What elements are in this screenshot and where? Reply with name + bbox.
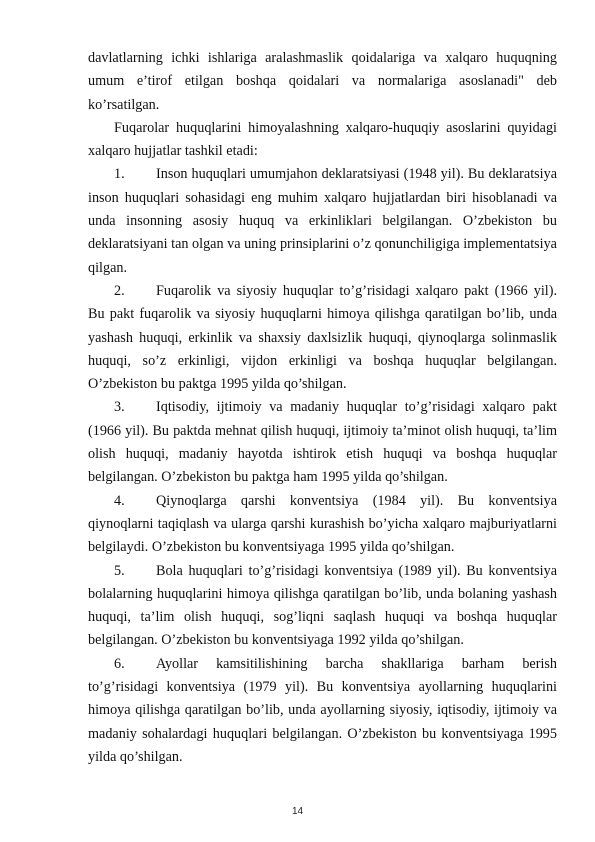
list-item-number: 6. xyxy=(114,655,125,672)
list-item-text: Fuqarolik va siyosiy huquqlar to’g’risidagi xalqaro pakt (1966 yil). Bu pakt fuqarolik va siyosiy huquqlarni himoya qilishga qaratilgan bo’lib, unda yashash huquqi, erkinlik va shaxsiy daxlsizlik huquqi, qiynoqlarga solinmaslik huquqi, so’z erkinligi, vijdon erkinligi va boshqa huquqlar belgilangan. O’zbekiston bu paktga 1995 yilda qo’shilgan. xyxy=(88,282,557,393)
list-item-text: Bola huquqlari to’g’risidagi konventsiya (1989 yil). Bu konventsiya bolalarning huquqlarini himoya qilishga qaratilgan bo’lib, unda bolaning yashash huquqi, ta’lim olish huquqi, sog’liqni saqlash huquqi va boshqa huquqlar belgilangan. O’zbekiston bu konventsiyaga 1992 yilda qo’shilgan. xyxy=(88,562,557,649)
list-item-text: Iqtisodiy, ijtimoiy va madaniy huquqlar to’g’risidagi xalqaro pakt (1966 yil). Bu paktda mehnat qilish huquqi, ijtimoiy ta’minot olish huquqi, ta’lim olish huquqi, madaniy hayotda ishtirok etish huquqi va boshqa huquqlar belgilangan. O’zbekiston bu paktga ham 1995 yilda qo’shilgan. xyxy=(88,399,557,486)
list-item xyxy=(88,396,557,489)
list-item xyxy=(88,163,557,279)
list-item-text: Qiynoqlarga qarshi konventsiya (1984 yil). Bu konventsiya qiynoqlarni taqiqlash va ularga qarshi kurashish bo’yicha xalqaro majburiyatlarni belgilaydi. O’zbekiston bu konventsiyaga 1995 yilda qo’shilgan. xyxy=(88,492,557,556)
list-item xyxy=(88,653,557,769)
list-item-text: Ayollar kamsitilishining barcha shakllariga barham berish to’g’risidagi konventsiya (1979 yil). Bu konventsiya ayollarning huquqlarini himoya qilishga qaratilgan bo’lib, unda ayollarning siyosiy, iqtisodiy, ijtimoiy va madaniy sohalardagi huquqlari belgilangan. O’zbekiston bu konventsiyaga 1995 yilda qo’shilgan. xyxy=(88,655,557,765)
list-item-number: 2. xyxy=(114,282,125,299)
list-item xyxy=(88,490,557,560)
document-page xyxy=(88,47,557,769)
lead-paragraph: Fuqarolar huquqlarini himoyalashning xalqaro-huquqiy asoslarini quyidagi xalqaro hujjatlar tashkil etadi: xyxy=(88,119,557,160)
list-item-text: Inson huquqlari umumjahon deklaratsiyasi (1948 yil). Bu deklaratsiya inson huquqlari sohasidagi eng muhim xalqaro hujjatlardan biri hisoblanadi va unda insonning asosiy huquq va erkinliklari belgilangan. O’zbekiston bu deklaratsiyani tan olgan va uning prinsiplarini o’z qonunchiligiga implementatsiya qilgan. xyxy=(88,166,557,276)
page-number: 14 xyxy=(291,806,304,817)
list-item xyxy=(88,560,557,653)
list-item-number: 3. xyxy=(114,399,125,416)
list-item-number: 5. xyxy=(114,562,125,579)
list-item-number: 1. xyxy=(114,166,125,183)
list-item-number: 4. xyxy=(114,492,125,509)
list-item xyxy=(88,280,557,396)
intro-continuation-paragraph: davlatlarning ichki ishlariga aralashmaslik qoidalariga va xalqaro huquqning umum e’tirof etilgan boshqa qoidalari va normalariga asoslanadi" deb ko’rsatilgan. xyxy=(88,50,557,113)
